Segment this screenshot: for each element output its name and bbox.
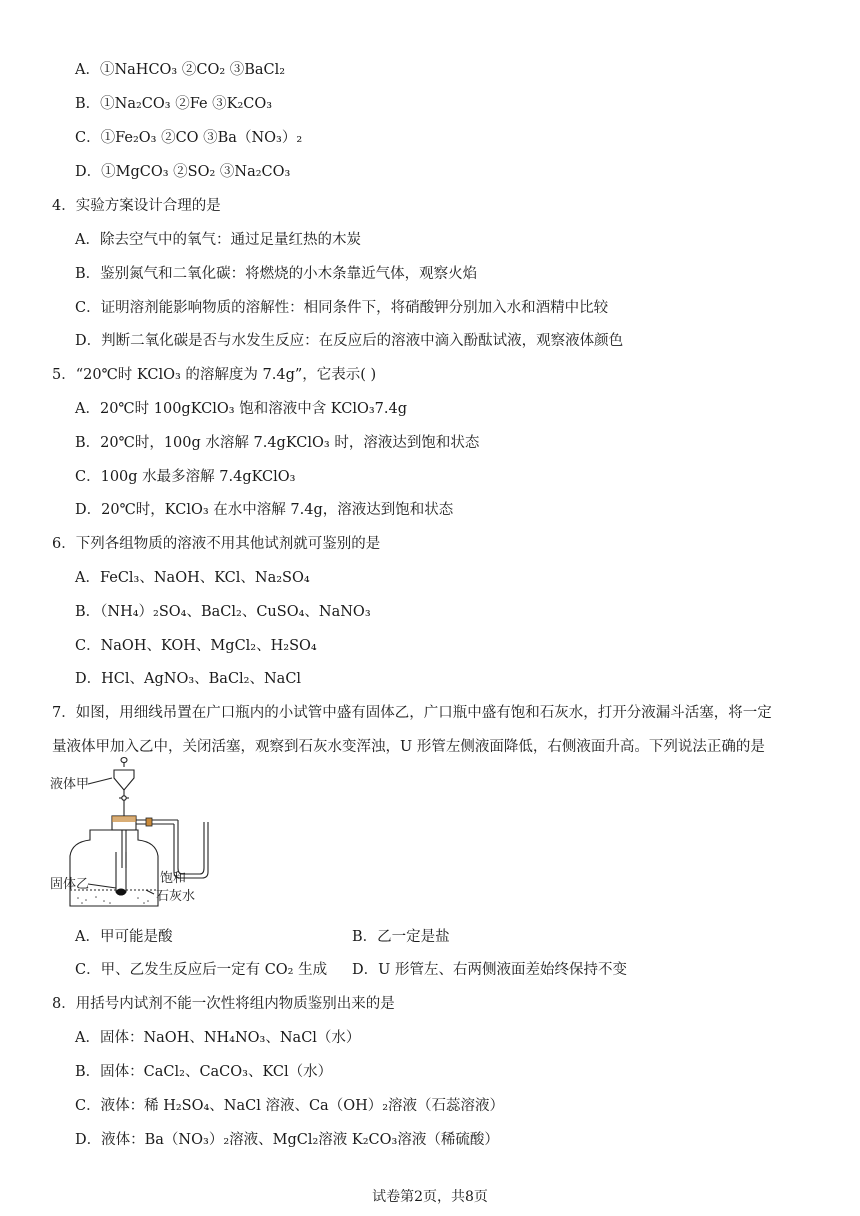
q5-option-c: C．100g 水最多溶解 7.4gKClO₃ bbox=[75, 469, 296, 485]
q5-stem: 5．“20℃时 KClO₃ 的溶解度为 7.4g”，它表示( ) bbox=[52, 367, 377, 383]
q8-option-c: C．液体：稀 H₂SO₄、NaCl 溶液、Ca（OH）₂溶液（石蕊溶液） bbox=[75, 1098, 505, 1114]
label-solid-yi: 固体乙 bbox=[50, 877, 90, 892]
q7-option-a: A．甲可能是酸 bbox=[75, 929, 173, 945]
q5-option-b: B．20℃时，100g 水溶解 7.4gKClO₃ 时，溶液达到饱和状态 bbox=[75, 435, 480, 451]
q4-stem: 4．实验方案设计合理的是 bbox=[52, 198, 221, 214]
q6-option-a: A．FeCl₃、NaOH、KCl、Na₂SO₄ bbox=[75, 570, 310, 586]
q4-option-b: B．鉴别氮气和二氧化碳：将燃烧的小木条靠近气体，观察火焰 bbox=[75, 266, 478, 282]
q3-option-c: C．①Fe₂O₃ ②CO ③Ba（NO₃）₂ bbox=[75, 130, 303, 146]
q4-option-d: D．判断二氧化碳是否与水发生反应：在反应后的溶液中滴入酚酞试液，观察液体颜色 bbox=[75, 333, 624, 349]
q7-option-b: B．乙一定是盐 bbox=[352, 929, 450, 945]
q7-stem-line1: 7．如图，用细线吊置在广口瓶内的小试管中盛有固体乙，广口瓶中盛有饱和石灰水，打开分液漏斗活塞，将一定 bbox=[52, 705, 772, 721]
q3-option-b: B．①Na₂CO₃ ②Fe ③K₂CO₃ bbox=[75, 96, 273, 112]
q7-option-c: C．甲、乙发生反应后一定有 CO₂ 生成 bbox=[75, 962, 328, 978]
q7-option-d: D．U 形管左、右两侧液面差始终保持不变 bbox=[352, 962, 627, 978]
q3-option-a: A．①NaHCO₃ ②CO₂ ③BaCl₂ bbox=[75, 62, 286, 78]
label-liquid-jia: 液体甲 bbox=[50, 777, 90, 792]
q8-option-a: A．固体：NaOH、NH₄NO₃、NaCl（水） bbox=[75, 1030, 361, 1046]
q6-option-c: C．NaOH、KOH、MgCl₂、H₂SO₄ bbox=[75, 638, 317, 654]
q4-option-c: C．证明溶剂能影响物质的溶解性：相同条件下，将硝酸钾分别加入水和酒精中比较 bbox=[75, 300, 609, 316]
page-footer: 试卷第2页，共8页 bbox=[372, 1189, 488, 1205]
q8-stem: 8．用括号内试剂不能一次性将组内物质鉴别出来的是 bbox=[52, 996, 395, 1012]
q7-stem-line2: 量液体甲加入乙中，关闭活塞，观察到石灰水变浑浊，U 形管左侧液面降低，右侧液面升高。下列说法正确的是 bbox=[52, 739, 765, 755]
q7-apparatus-figure bbox=[50, 756, 230, 924]
label-limewater-1: 饱和 bbox=[160, 871, 187, 886]
q5-option-d: D．20℃时，KClO₃ 在水中溶解 7.4g，溶液达到饱和状态 bbox=[75, 502, 454, 518]
q8-option-b: B．固体：CaCl₂、CaCO₃、KCl（水） bbox=[75, 1064, 333, 1080]
q6-option-d: D．HCl、AgNO₃、BaCl₂、NaCl bbox=[75, 671, 302, 687]
q8-option-d: D．液体：Ba（NO₃）₂溶液、MgCl₂溶液 K₂CO₃溶液（稀硫酸） bbox=[75, 1132, 499, 1148]
label-limewater-2: 石灰水 bbox=[156, 889, 196, 904]
q6-option-b: B．（NH₄）₂SO₄、BaCl₂、CuSO₄、NaNO₃ bbox=[75, 604, 371, 620]
q4-option-a: A．除去空气中的氧气：通过足量红热的木炭 bbox=[75, 232, 361, 248]
q6-stem: 6．下列各组物质的溶液不用其他试剂就可鉴别的是 bbox=[52, 536, 381, 552]
q5-option-a: A．20℃时 100gKClO₃ 饱和溶液中含 KClO₃7.4g bbox=[75, 401, 408, 417]
q3-option-d: D．①MgCO₃ ②SO₂ ③Na₂CO₃ bbox=[75, 164, 291, 180]
